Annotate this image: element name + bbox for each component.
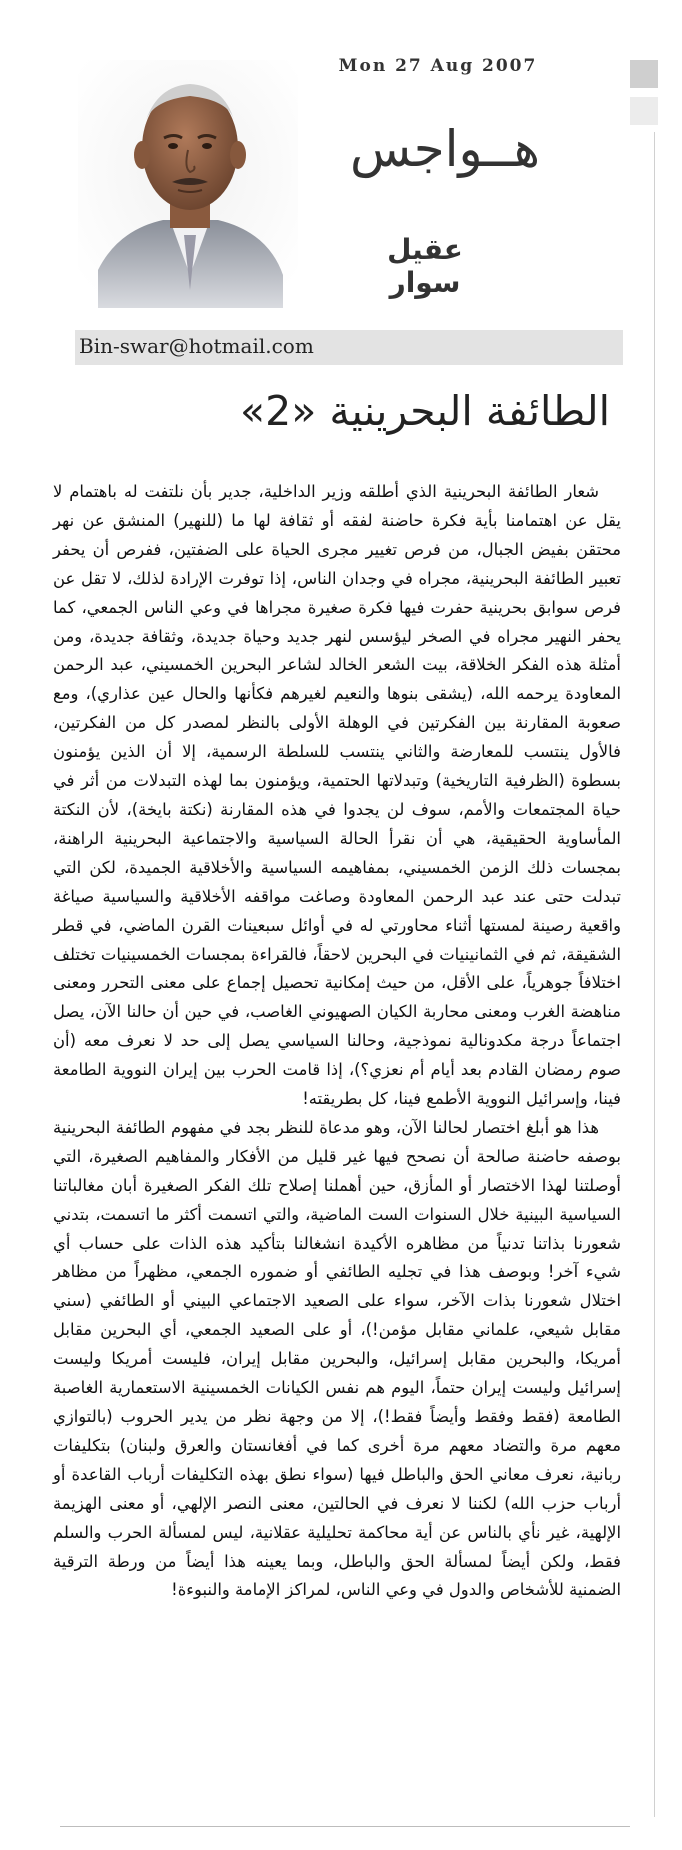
article-paragraph: هذا هو أبلغ اختصار لحالنا الآن، وهو مدعاة للنظر بجد في مفهوم الطائفة البحرينية بوصفه حاضنة صالحة أن نصحح فيها غير قليل من الأفكار والمفاهيم الصغيرة، التي أوصلتنا لهذا الاختصار أو المأزق، حين أهملنا إصلاح تلك الفكر الصغيرة أبان مغالباتنا السياسية البينية خلال السنوات الست الماضية، والتي اتسمت أكثر ما اتسمت، بتدني شعورنا بذاتنا تدنياً من مظاهره الأكيدة انشغالنا بتأكيد هذه الذات على حساب أي شيء آخر! وبوصف هذا في تجليه الطائفي أو ضموره الجمعي، مظهراً من مظاهر اختلال شعورنا بذات الآخر، سواء على الصعيد الاجتماعي البيني أو الطائفي (سني مقابل شيعي، علماني مقابل مؤمن!)، أو على الصعيد الجمعي، أي البحرين مقابل أمريكا، والبحرين مقابل إسرائيل، والبحرين مقابل إيران، فليست أمريكا وليست إسرائيل وليست إيران حتماً، اليوم هم نفس الكيانات الخمسينية الاستعمارية الغاصبة الطامعة (فقط وفقط وأيضاً فقط!)، إلا من وجهة نظر من يدير الحروب (بالتوازي معهم مرة والتضاد معهم مرة أخرى كما في أفغانستان والعرق ولبنان) بتكليفات ربانية، نعرف معاني الحق والباطل فيها (سواء نطق بهذه التكليفات أرباب القاعدة أو أرباب حزب الله) لكننا لا نعرف في الحالتين، معنى النصر الإلهي، أو معنى الهزيمة الإلهية، غير نأي بالناس عن أية محاكمة تحليلية عقلانية، ليس لمسألة الحرب والسلم فقط، ولكن أيضاً لمسألة الحق والباطل، وبما يعينه هذا أيضاً من ورطة الترقية الضمنية للأشخاص والدول في وعي الناس، لمراكز الإمامة والنبوءة!	[53, 1117, 621, 1600]
author-email[interactable]: Bin-swar@hotmail.com	[79, 334, 314, 358]
column-divider	[654, 132, 655, 1817]
article-body	[53, 478, 621, 1605]
publication-date: Mon 27 Aug 2007	[338, 56, 538, 76]
portrait-photo-icon	[78, 60, 298, 308]
column-title: هــواجس	[349, 120, 541, 178]
author-name: عقيل سوار	[387, 233, 463, 299]
article-headline: الطائفة البحرينية «2»	[240, 387, 610, 435]
email-bar	[75, 330, 623, 365]
article-paragraph: شعار الطائفة البحرينية الذي أطلقه وزير الداخلية، جدير بأن نلتفت له باهتمام لا يقل عن اهتمامنا بأية فكرة حاضنة لفقه أو ثقافة لها ما (للنهير) المنشق عن نهر محتقن بفيض الجبال، من فرص تغيير مجرى الحياة على الضفتين، ففرص أن يحفر تعبير الطائفة البحرينية، مجراه في وجدان الناس، إذا توفرت الإرادة لذلك، لا تقل عن فرص سوابق بحرينية حفرت فيها فكرة صغيرة مجراها في وعي الناس الجمعي، كما يحفر النهير مجراه في الصخر ليؤسس لنهر جديد وحياة جديدة، وثقافة جديدة، ومن أمثلة هذه الفكر الخلاقة، بيت الشعر الخالد لشاعر البحرين الخمسيني، عبد الرحمن المعاودة يرحمه الله، (يشقى بنوها والنعيم لغيرهم فكأنها والحال عين عذاري)، ومع صعوبة المقارنة بين الفكرتين في الوهلة الأولى بالنظر لمصدر كل من الفكرتين، فالأول ينتسب للمعارضة والثاني ينتسب للسلطة الرسمية، إلا أن الذين يؤمنون بسطوة (الظرفية التاريخية) وتبدلاتها الحتمية، ويؤمنون بما لهذه التبدلات من أثر في حياة المجتمعات والأمم، سوف لن يجدوا في هذه المقارنة (نكتة بايخة)، لأن النكتة المأساوية الحقيقية، هي أن نقرأ الحالة السياسية والاجتماعية البحرينية الراهنة، بمجسات ذلك الزمن الخمسيني، بمفاهيمه السياسية والأخلاقية الجميدة، لكن التي تبدلت حتى عند عبد الرحمن المعاودة وصاغت مواقفه الأخلاقية والسياسية صياغة واقعية رصينة لمستها أثناء محاورتي له في أوائل سبعينات القرن الماضي، في قطر الشقيقة، ثم في الثمانينيات في البحرين لاحقاً، فالقراءة بمجسات الخمسينيات تختلف اختلافاً جوهرياً، على الأقل، من حيث إمكانية تحصيل إجماع على معنى التحرر ومعنى مناهضة الغرب ومعنى محاربة الكيان الصهيوني الغاصب، في حين أن حالنا الآن، يصل اجتماعاً درجة مكدونالية نموذجية، وحالنا السياسي يصل إلى حد لا نعرف معه (أن صوم رمضان القادم بعد أيام أم نعزي؟)، إذا قامت الحرب بين إيران النووية الطامعة فينا، وإسرائيل النووية الأطمع فينا، كل بطريقته!	[53, 482, 621, 1109]
author-portrait	[78, 60, 298, 308]
bottom-rule	[60, 1826, 630, 1827]
decorative-box-light	[630, 97, 658, 125]
decorative-box-dark	[630, 60, 658, 88]
